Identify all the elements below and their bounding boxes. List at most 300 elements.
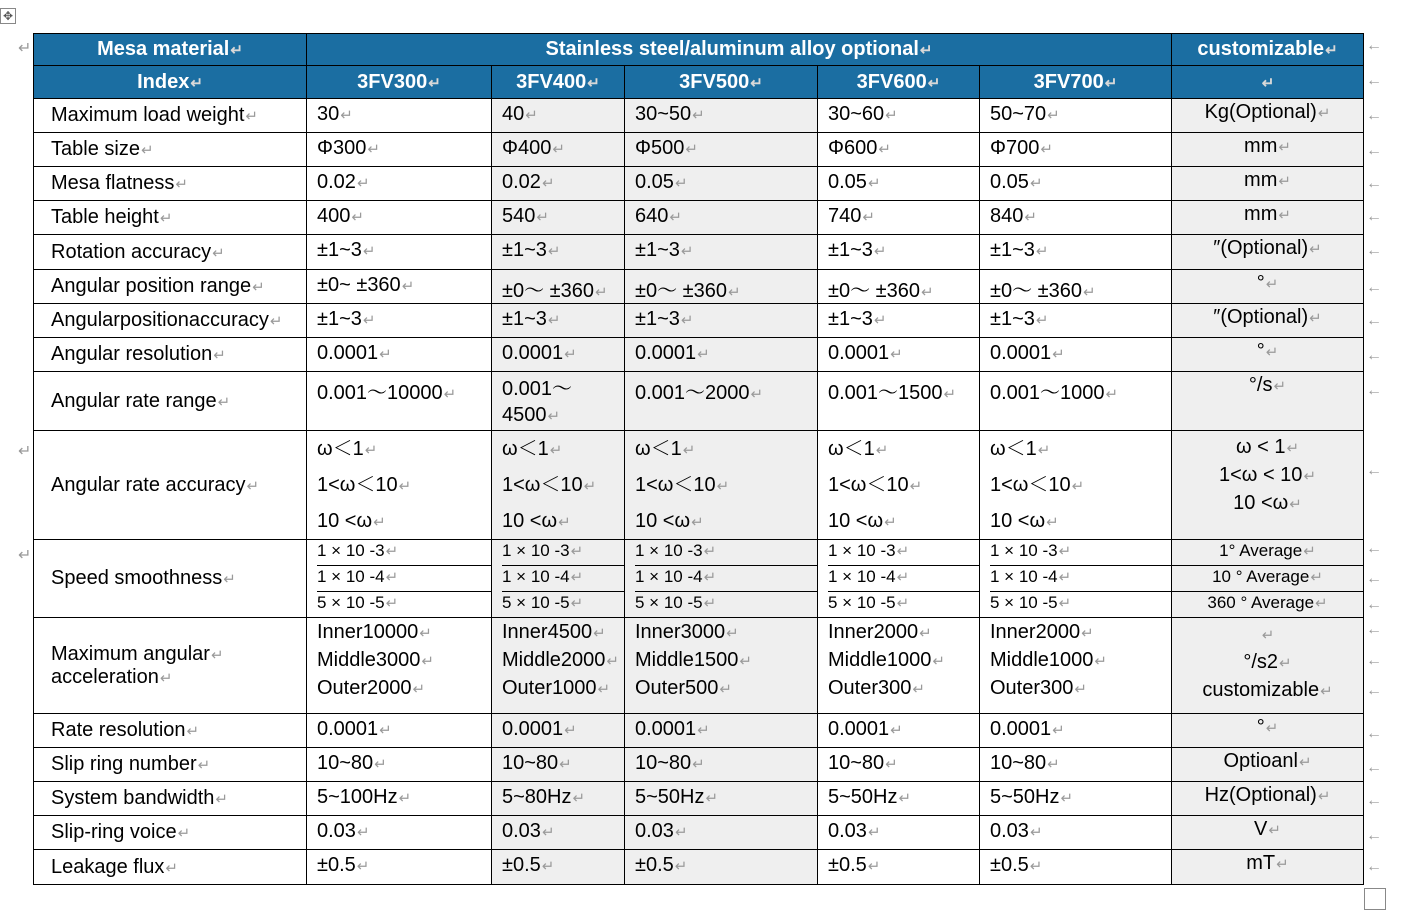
paragraph-mark-icon: ↵ [1265,720,1279,737]
unit-text: 360 ° Average [1207,593,1315,612]
paragraph-mark-icon: ↵ [356,858,370,875]
paragraph-mark-icon: ↵ [685,141,698,158]
paragraph-mark-icon: ↵ [890,346,903,363]
paragraph-mark-icon: ↵ [1265,276,1279,293]
paragraph-mark-icon: ↵ [536,209,549,226]
unit-cell[interactable] [1172,372,1364,431]
paragraph-mark-icon: ↵ [587,74,600,92]
value-cell[interactable] [492,201,625,235]
paragraph-mark-icon: ↵ [140,142,154,159]
row-label-text: Speed smoothness [51,567,223,589]
acceleration-text: Outer300 [990,677,1074,699]
value-text: 0.0001 [317,718,379,740]
value-cell[interactable] [625,816,818,850]
unit-cell[interactable] [1172,816,1364,850]
acceleration-cell[interactable] [492,618,625,714]
header-model-3FV300[interactable] [307,66,492,99]
table-move-handle-icon[interactable]: ✥ [0,8,16,24]
value-cell[interactable] [980,816,1172,850]
header-model-3FV700[interactable] [980,66,1172,99]
value-text: Φ600 [828,137,878,159]
value-cell[interactable] [307,748,492,782]
paragraph-mark-icon: ↵ [412,681,426,698]
paragraph-mark-icon: ↵ [1261,627,1275,644]
paragraph-mark-icon: ↵ [705,790,719,807]
header-row-1 [34,34,1364,66]
unit-text: °/s [1248,374,1273,396]
paragraph-mark-icon: ↵ [215,791,228,808]
speed-cell[interactable] [980,540,1172,618]
row-end-mark-icon: ← [1366,347,1382,364]
value-cell[interactable] [625,304,818,338]
acceleration-text: Middle2000 [502,649,606,671]
row-label[interactable] [34,782,307,816]
paragraph-mark-icon: ↵ [674,824,688,841]
value-cell[interactable] [625,748,818,782]
value-text: 30~60 [828,103,885,125]
paragraph-mark-icon: ↵ [356,824,370,841]
value-cell[interactable] [625,133,818,167]
spec-row [34,304,1364,338]
paragraph-mark-icon: ↵ [564,722,577,739]
value-cell[interactable] [980,338,1172,372]
row-label[interactable] [34,201,307,235]
value-cell[interactable] [625,782,818,816]
speed-cell[interactable] [492,540,625,618]
value-cell[interactable] [818,167,980,201]
paragraph-mark-icon: ↵ [1276,856,1289,873]
value-text: 0.03 [502,820,541,842]
rate-accuracy-text: 10 <ω [502,510,558,532]
unit-cell[interactable] [1172,782,1364,816]
row-end-mark-icon: ← [1366,208,1382,225]
unit-cell[interactable] [1172,850,1364,885]
value-cell[interactable] [818,714,980,748]
value-text: 540 [502,205,536,227]
paragraph-mark-icon: ↵ [1309,241,1322,258]
value-cell[interactable] [818,816,980,850]
value-cell[interactable] [980,201,1172,235]
value-text: 0.0001 [990,718,1052,740]
value-text: ±0.5 [828,854,867,876]
value-cell[interactable] [307,850,492,885]
paragraph-mark-icon: ↵ [862,209,875,226]
paragraph-mark-icon: ↵ [269,313,283,330]
paragraph-mark-icon: ↵ [1317,788,1331,805]
unit-text: customizable [1202,679,1320,701]
unit-cell[interactable] [1172,540,1364,618]
paragraph-mark-icon: ↵ [1303,543,1316,560]
header-material-options[interactable] [307,34,1172,66]
header-model-3FV600[interactable] [818,66,980,99]
rate-accuracy-text: 1<ω＜10 [317,474,398,496]
paragraph-mark-icon: ↵ [547,243,561,260]
row-end-mark-icon: ← [1366,142,1382,159]
paragraph-mark-icon: ↵ [1071,478,1085,495]
value-cell[interactable] [492,304,625,338]
paragraph-mark-icon: ↵ [873,243,887,260]
header-text: Stainless steel/aluminum alloy optional [545,38,919,60]
speed-cell[interactable] [625,540,818,618]
paragraph-mark-icon: ↵ [159,669,173,687]
paragraph-mark-icon: ↵ [385,595,399,612]
paragraph-mark-icon: ↵ [867,824,881,841]
header-customizable[interactable] [1172,34,1364,66]
value-cell[interactable] [818,270,980,304]
paragraph-mark-icon: ↵ [419,625,432,642]
spec-row [34,748,1364,782]
row-end-mark-icon: ← [1366,462,1382,479]
paragraph-mark-icon: ↵ [692,107,705,124]
row-label[interactable] [34,167,307,201]
value-text: 40 [502,103,525,125]
header-unit[interactable] [1172,66,1364,99]
paragraph-mark-icon: ↵ [885,107,898,124]
value-cell[interactable] [492,714,625,748]
paragraph-mark-icon: ↵ [909,478,923,495]
paragraph-mark-icon: ↵ [351,209,364,226]
row-label[interactable] [34,372,307,431]
rate-accuracy-text: 10 <ω [317,510,373,532]
value-text: 10~80 [635,752,692,774]
paragraph-mark-icon: ↵ [340,107,353,124]
unit-text: 10 <ω [1233,492,1289,514]
speed-text: 1 × 10 -3 [317,541,385,560]
paragraph-mark-icon: ↵ [559,756,572,773]
value-cell[interactable] [625,235,818,270]
row-label-text: acceleration [51,665,159,688]
model-name: 3FV300 [357,70,428,93]
paragraph-mark-icon: ↵ [1325,42,1338,59]
row-label[interactable] [34,431,307,540]
paragraph-mark-icon: ↵ [716,478,730,495]
value-cell[interactable] [307,782,492,816]
value-cell[interactable] [307,714,492,748]
paragraph-mark-icon: ↵ [739,653,752,670]
value-text: 30 [317,103,340,125]
paragraph-mark-icon: ↵ [680,312,694,329]
paragraph-mark-icon: ↵ [927,74,941,92]
paragraph-mark-icon: ↵ [898,790,912,807]
value-cell[interactable] [980,782,1172,816]
value-text: 0.02 [317,171,356,193]
row-label-text: Maximum angular [51,642,210,665]
value-cell[interactable] [980,99,1172,133]
row-end-mark-icon: ← [1366,382,1382,399]
unit-cell[interactable] [1172,99,1364,133]
paragraph-mark-icon: ↵ [1037,442,1051,459]
row-end-mark-icon: ← [1366,570,1382,587]
spec-row [34,270,1364,304]
rate-accuracy-text: 1<ω＜10 [635,474,716,496]
unit-cell[interactable] [1172,167,1364,201]
paragraph-mark-icon: ↵ [1286,440,1300,457]
spec-table-container [33,33,1364,885]
value-cell[interactable] [625,270,818,304]
paragraph-mark-icon: ↵ [1083,284,1096,301]
row-label[interactable] [34,338,307,372]
speed-text: 5 × 10 -5 [317,593,385,612]
paragraph-mark-icon: ↵ [1047,756,1060,773]
value-text: ±1~3 [502,308,547,330]
paragraph-mark-icon: ↵ [443,386,457,403]
paragraph-mark-icon: ↵ [564,346,577,363]
acceleration-cell[interactable] [625,618,818,714]
value-text: 10~80 [990,752,1047,774]
unit-text: ″(Optional) [1213,237,1309,259]
unit-cell[interactable] [1172,431,1364,540]
value-cell[interactable] [492,338,625,372]
row-end-mark-icon: ← [1366,540,1382,557]
paragraph-mark-icon: ↵ [692,756,705,773]
value-text: ±0～ ±360 [828,280,921,302]
row-end-mark-icon: ← [1366,312,1382,329]
paragraph-mark-icon: ↵ [1040,141,1053,158]
paragraph-mark-icon: ↵ [1058,569,1072,586]
speed-text: 1 × 10 -4 [635,567,703,586]
value-cell[interactable] [492,133,625,167]
value-cell[interactable] [980,714,1172,748]
value-cell[interactable] [492,99,625,133]
value-cell[interactable] [818,304,980,338]
rate-accuracy-cell[interactable] [492,431,625,540]
row-label[interactable] [34,850,307,885]
value-cell[interactable] [625,850,818,885]
unit-cell[interactable] [1172,748,1364,782]
value-cell[interactable] [307,338,492,372]
value-cell[interactable] [307,270,492,304]
header-index[interactable] [34,66,307,99]
value-cell[interactable] [307,167,492,201]
paragraph-mark-icon: ↵ [165,859,178,877]
paragraph-mark-icon: ↵ [878,141,891,158]
unit-cell[interactable] [1172,201,1364,235]
acceleration-text: Outer1000 [502,677,597,699]
row-label-text: Slip-ring voice [51,821,177,843]
header-model-3FV400[interactable] [492,66,625,99]
paragraph-mark-icon: ↵ [728,284,741,301]
paragraph-mark-icon: ↵ [373,514,386,531]
paragraph-mark-icon: ↵ [223,571,236,588]
acceleration-text: Middle1500 [635,649,739,671]
unit-cell[interactable] [1172,338,1364,372]
paragraph-mark-icon: ↵ [1029,175,1043,192]
paragraph-mark-icon: ↵ [362,312,376,329]
paragraph-mark-icon: ↵ [919,42,933,59]
paragraph-mark-icon: ↵ [18,40,32,57]
value-cell[interactable] [307,304,492,338]
acceleration-cell[interactable] [818,618,980,714]
paragraph-mark-icon: ↵ [385,569,399,586]
value-text: 0.0001 [502,342,564,364]
speed-text: 1 × 10 -4 [828,567,896,586]
paragraph-mark-icon: ↵ [1105,386,1119,403]
row-label[interactable] [34,748,307,782]
paragraph-mark-icon: ↵ [1298,754,1312,771]
unit-cell[interactable] [1172,235,1364,270]
speed-text: 1 × 10 -4 [317,567,385,586]
row-label[interactable] [34,714,307,748]
acceleration-text: Middle3000 [317,649,421,671]
row-label[interactable] [34,618,307,714]
row-label-text: Angular rate range [51,389,217,412]
acceleration-text: Middle1000 [990,649,1094,671]
unit-cell[interactable] [1172,133,1364,167]
paragraph-mark-icon: ↵ [703,595,717,612]
value-cell[interactable] [818,850,980,885]
row-label-text: Angular position range [51,275,252,297]
value-cell[interactable] [980,235,1172,270]
acceleration-cell[interactable] [307,618,492,714]
paragraph-mark-icon: ↵ [213,347,226,364]
value-cell[interactable] [492,235,625,270]
unit-text: 10 ° Average [1212,567,1310,586]
value-text: 400 [317,205,351,227]
value-cell[interactable] [980,850,1172,885]
paragraph-mark-icon: ↵ [1273,378,1287,395]
value-cell[interactable] [818,782,980,816]
value-cell[interactable] [492,372,625,431]
value-cell[interactable] [307,235,492,270]
value-cell[interactable] [625,372,818,431]
row-end-mark-icon: ← [1366,37,1382,54]
value-cell[interactable] [625,201,818,235]
row-end-mark-icon: ← [1366,827,1382,844]
row-label-text: Table height [51,206,159,228]
unit-cell[interactable] [1172,618,1364,714]
value-cell[interactable] [818,338,980,372]
speed-cell[interactable] [307,540,492,618]
value-cell[interactable] [307,816,492,850]
row-end-mark-icon: ← [1366,682,1382,699]
rate-accuracy-cell[interactable] [625,431,818,540]
value-cell[interactable] [818,99,980,133]
paragraph-mark-icon: ↵ [1261,74,1275,92]
row-label-text: System bandwidth [51,787,215,809]
row-label[interactable] [34,540,307,618]
paragraph-mark-icon: ↵ [896,543,910,560]
value-cell[interactable] [307,372,492,431]
speed-cell[interactable] [818,540,980,618]
acceleration-text: Outer2000 [317,677,412,699]
paragraph-mark-icon: ↵ [230,42,243,59]
value-cell[interactable] [625,99,818,133]
value-cell[interactable] [818,372,980,431]
unit-cell[interactable] [1172,714,1364,748]
value-text: 0.0001 [635,718,697,740]
paragraph-mark-icon: ↵ [374,756,387,773]
value-cell[interactable] [625,167,818,201]
value-cell[interactable] [492,167,625,201]
value-cell[interactable] [818,748,980,782]
rate-accuracy-text: 1<ω＜10 [828,474,909,496]
row-label-text: Rate resolution [51,719,186,741]
value-cell[interactable] [492,748,625,782]
paragraph-mark-icon: ↵ [252,279,265,296]
header-mesa-material[interactable] [34,34,307,66]
paragraph-mark-icon: ↵ [867,858,881,875]
paragraph-mark-icon: ↵ [18,443,32,460]
unit-cell[interactable] [1172,270,1364,304]
value-cell[interactable] [980,372,1172,431]
row-label[interactable] [34,235,307,270]
value-text: 0.0001 [635,342,697,364]
value-cell[interactable] [492,782,625,816]
paragraph-mark-icon: ↵ [1052,346,1065,363]
rate-accuracy-cell[interactable] [307,431,492,540]
paragraph-mark-icon: ↵ [398,478,412,495]
paragraph-mark-icon: ↵ [896,569,910,586]
value-cell[interactable] [625,714,818,748]
row-end-mark-icon: ← [1366,596,1382,613]
table-resize-handle[interactable] [1364,888,1386,910]
paragraph-mark-icon: ↵ [932,653,945,670]
row-label-text: Slip ring number [51,753,197,775]
value-cell[interactable] [492,816,625,850]
value-cell[interactable] [307,99,492,133]
value-cell[interactable] [818,133,980,167]
value-cell[interactable] [818,235,980,270]
value-cell[interactable] [492,270,625,304]
paragraph-mark-icon: ↵ [896,595,910,612]
row-label[interactable] [34,304,307,338]
paragraph-mark-icon: ↵ [421,653,434,670]
paragraph-mark-icon: ↵ [885,756,898,773]
acceleration-cell[interactable] [980,618,1172,714]
value-cell[interactable] [980,167,1172,201]
value-text: ±0～ ±360 [635,280,728,302]
value-cell[interactable] [818,201,980,235]
row-label[interactable] [34,99,307,133]
unit-text: °/s2 [1243,651,1279,673]
rate-accuracy-text: ω＜1 [502,438,549,460]
value-cell[interactable] [980,748,1172,782]
value-text: 0.05 [635,171,674,193]
paragraph-mark-icon: ↵ [595,284,608,301]
value-text: 0.03 [990,820,1029,842]
rate-accuracy-text: 10 <ω [635,510,691,532]
paragraph-mark-icon: ↵ [1278,139,1291,156]
value-cell[interactable] [307,201,492,235]
value-cell[interactable] [492,850,625,885]
paragraph-mark-icon: ↵ [593,625,606,642]
value-text: ±0.5 [502,854,541,876]
header-row-2 [34,66,1364,99]
rate-accuracy-cell[interactable] [818,431,980,540]
unit-text: Hz(Optional) [1204,784,1317,806]
unit-cell[interactable] [1172,304,1364,338]
rate-accuracy-cell[interactable] [980,431,1172,540]
speed-text: 5 × 10 -5 [990,593,1058,612]
row-label[interactable] [34,816,307,850]
value-cell[interactable] [980,133,1172,167]
paragraph-mark-icon: ↵ [726,625,739,642]
paragraph-mark-icon: ↵ [750,74,763,92]
row-label[interactable] [34,133,307,167]
paragraph-mark-icon: ↵ [398,790,412,807]
paragraph-mark-icon: ↵ [1024,209,1037,226]
value-cell[interactable] [980,270,1172,304]
value-cell[interactable] [980,304,1172,338]
value-text: 5~100Hz [317,786,398,808]
paragraph-mark-icon: ↵ [875,442,889,459]
row-label[interactable] [34,270,307,304]
header-model-3FV500[interactable] [625,66,818,99]
value-cell[interactable] [307,133,492,167]
paragraph-mark-icon: ↵ [1317,105,1331,122]
paragraph-mark-icon: ↵ [570,543,584,560]
value-cell[interactable] [625,338,818,372]
